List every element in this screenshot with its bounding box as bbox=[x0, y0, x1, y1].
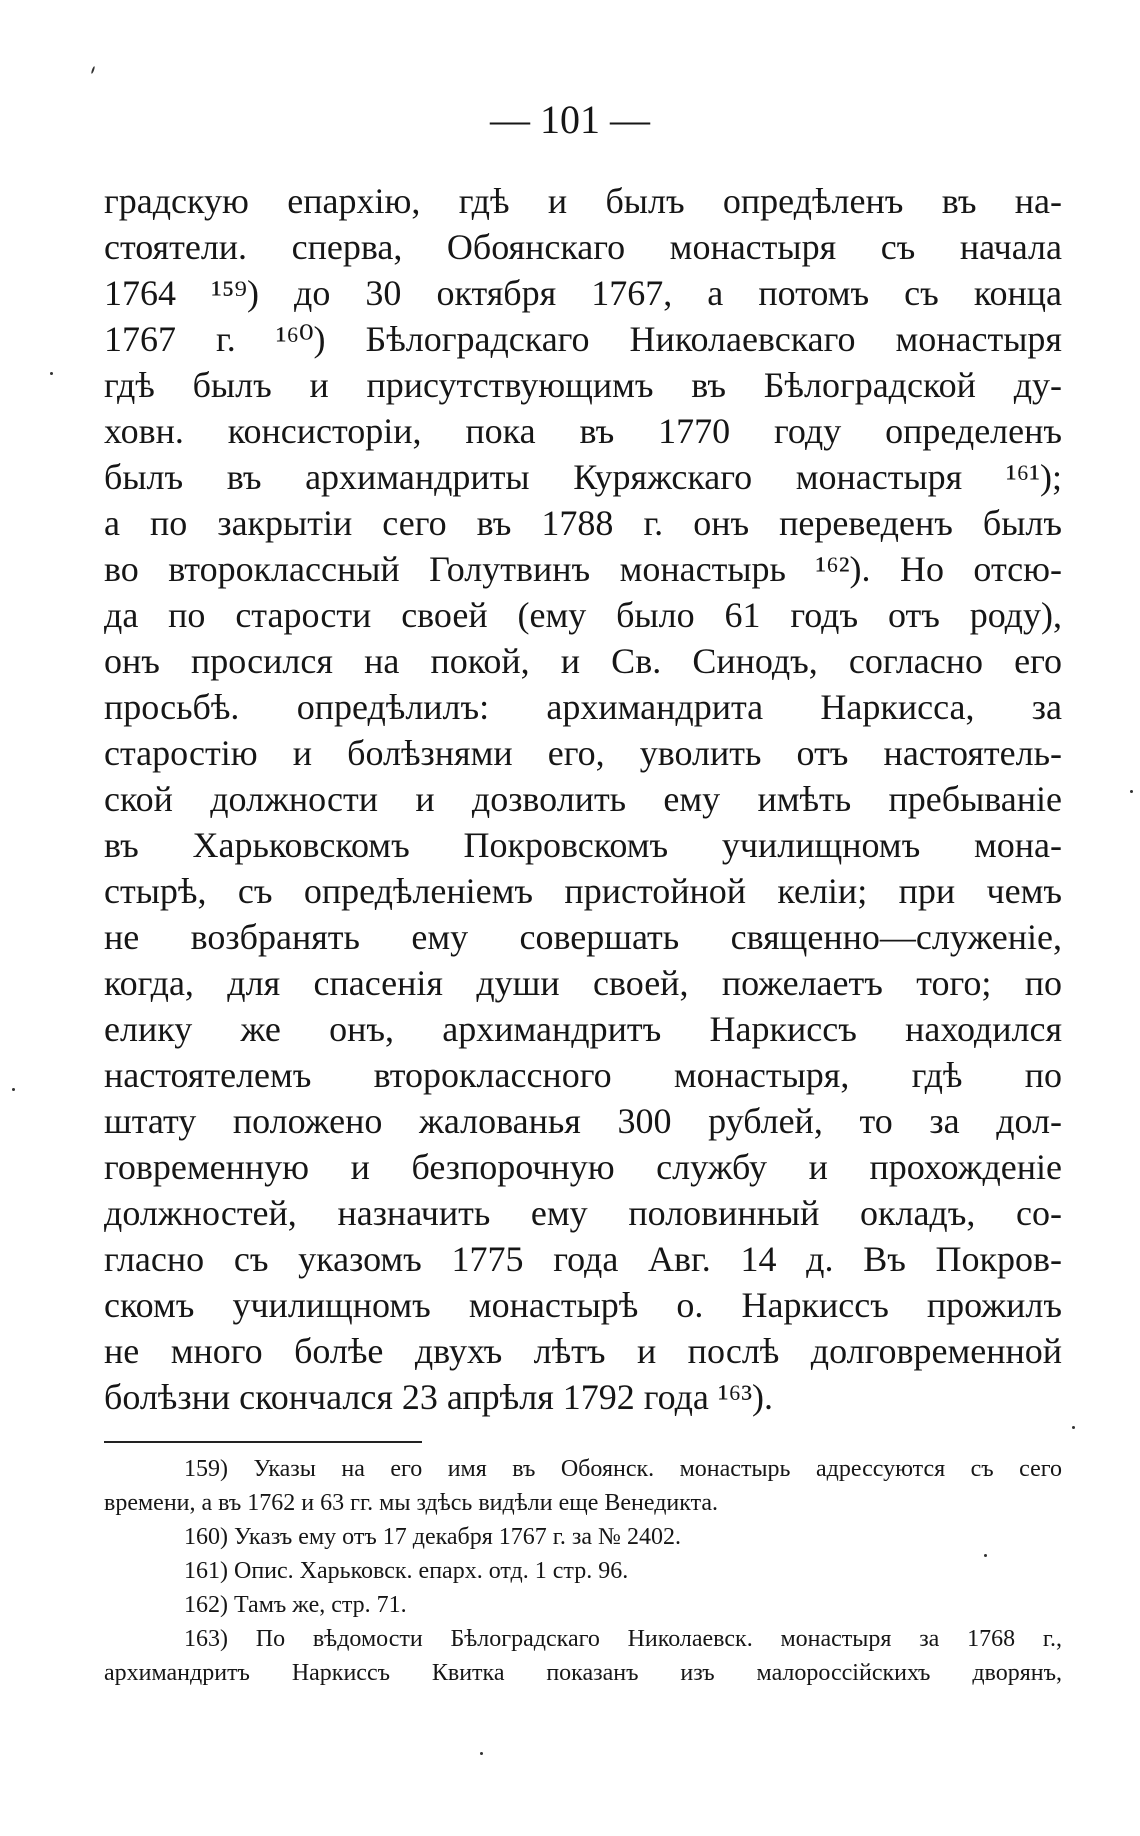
text-line: елику же онъ, архимандритъ Наркиссъ находился bbox=[104, 1009, 1062, 1049]
text-line: ской должности и дозволить ему имѣть пребываніе bbox=[104, 779, 1062, 819]
footnote-line: 159) Указы на его имя въ Обоянск. монастырь адрессуются съ сего bbox=[184, 1456, 1062, 1482]
text-line: старостію и болѣзнями его, уволить отъ настоятель- bbox=[104, 733, 1062, 773]
text-line: стырѣ, съ опредѣленіемъ пристойной келіи; при чемъ bbox=[104, 871, 1062, 911]
footnote-line: 162) Тамъ же, стр. 71. bbox=[184, 1592, 407, 1618]
text-line: стоятели. сперва, Обоянскаго монастыря съ начала bbox=[104, 227, 1062, 267]
text-line: 1767 г. ¹⁶⁰) Бѣлоградскаго Николаевскаго монастыря bbox=[104, 319, 1062, 359]
text-line: а по закрытіи сего въ 1788 г. онъ переведенъ былъ bbox=[104, 503, 1062, 543]
footnote-line: 160) Указъ ему отъ 17 декабря 1767 г. за № 2402. bbox=[184, 1524, 681, 1550]
scan-speck bbox=[480, 1752, 483, 1755]
text-line: болѣзни скончался 23 апрѣля 1792 года ¹⁶³). bbox=[104, 1377, 774, 1417]
scan-speck bbox=[12, 1088, 15, 1091]
text-line: штату положено жалованья 300 рублей, то за дол- bbox=[104, 1101, 1062, 1141]
text-line: въ Харьковскомъ Покровскомъ училищномъ мона- bbox=[104, 825, 1062, 865]
text-line: во второклассный Голутвинъ монастырь ¹⁶²). Но отсю- bbox=[104, 549, 1062, 589]
text-line: 1764 ¹⁵⁹) до 30 октября 1767, а потомъ съ конца bbox=[104, 273, 1062, 313]
text-line: просьбѣ. опредѣлилъ: архимандрита Наркисса, за bbox=[104, 687, 1062, 727]
text-line: градскую епархію, гдѣ и былъ опредѣленъ въ на- bbox=[104, 181, 1062, 221]
body-text bbox=[104, 178, 1062, 1420]
text-line: когда, для спасенія души своей, пожелаетъ того; по bbox=[104, 963, 1062, 1003]
text-line: да по старости своей (ему было 61 годъ отъ роду), bbox=[104, 595, 1062, 635]
text-line: скомъ училищномъ монастырѣ о. Наркиссъ прожилъ bbox=[104, 1285, 1062, 1325]
page-number: — 101 — bbox=[490, 97, 650, 142]
text-line: говременную и безпорочную службу и прохожденіе bbox=[104, 1147, 1062, 1187]
scan-speck bbox=[1072, 1426, 1075, 1429]
footnote-line: времени, а въ 1762 и 63 гг. мы здѣсь видѣли еще Венедикта. bbox=[104, 1490, 719, 1516]
text-line: гдѣ былъ и присутствующимъ въ Бѣлоградской ду- bbox=[104, 365, 1062, 405]
footnotes bbox=[104, 1452, 1062, 1690]
footnote-divider bbox=[104, 1441, 422, 1443]
text-line: не возбранять ему совершать священно—служеніе, bbox=[104, 917, 1062, 957]
text-line: гласно съ указомъ 1775 года Авг. 14 д. Въ Покров- bbox=[104, 1239, 1062, 1279]
text-line: должностей, назначить ему половинный окладъ, со- bbox=[104, 1193, 1062, 1233]
scan-speck bbox=[984, 1554, 987, 1557]
scan-speck bbox=[1130, 790, 1133, 793]
text-line: настоятелемъ второклассного монастыря, гдѣ по bbox=[104, 1055, 1062, 1095]
footnote-line: 161) Опис. Харьковск. епарх. отд. 1 стр. 96. bbox=[184, 1558, 629, 1584]
scan-speck bbox=[50, 372, 53, 375]
footnote-line: архимандритъ Наркиссъ Квитка показанъ изъ малороссійскихъ дворянъ, bbox=[104, 1660, 1062, 1686]
text-line: онъ просился на покой, и Св. Синодъ, согласно его bbox=[104, 641, 1062, 681]
footnote-line: 163) По вѣдомости Бѣлоградскаго Николаевск. монастыря за 1768 г., bbox=[184, 1626, 1062, 1652]
scan-speck bbox=[91, 66, 96, 74]
text-line: ховн. консисторіи, пока въ 1770 году определенъ bbox=[104, 411, 1062, 451]
text-line: не много болѣе двухъ лѣтъ и послѣ долговременной bbox=[104, 1331, 1062, 1371]
text-line: былъ въ архимандриты Куряжскаго монастыря ¹⁶¹); bbox=[104, 457, 1062, 497]
